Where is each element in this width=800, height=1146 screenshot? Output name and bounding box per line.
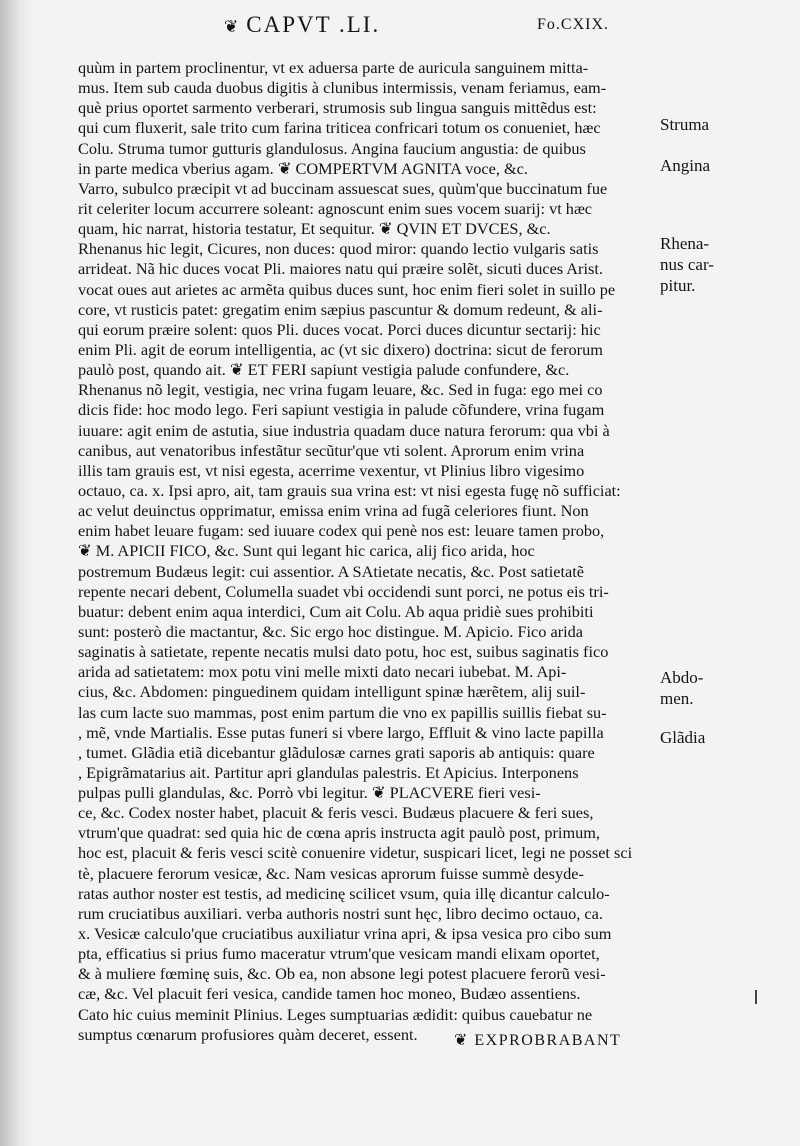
text-line: x. Vesicæ calculo'que cruciatibus auxiliatur vrina apri, & ipsa vesica pro cibo sum (78, 924, 612, 944)
text-line: cæ, &c. Vel placuit feri vesica, candide tamen hoc moneo, Budæo assentiens. (78, 984, 581, 1004)
text-line: enim Pli. agit de eorum intelligentia, ac (vt sic dixero) doctrina: sicut de ferorum (78, 339, 603, 359)
text-line: , tumet. Glãdia etiã dicebantur glãdulosæ carnes grati saporis ab antiquis: quare (78, 742, 595, 762)
text-line: enim habet leuare fugam: sed iuuare codex qui penè nos est: leuare tamen probo, (78, 521, 605, 541)
text-line: hoc est, placuit & feris vesci scitè conuenire videtur, suspicari licet, legi ne posset sci (78, 843, 633, 863)
text-line: arida ad satietatem: mox potu vini melle mixti dato necari iubebat. M. Api- (78, 662, 567, 682)
text-line: ce, &c. Codex noster habet, placuit & feris vesci. Budæus placuere & feri sues, (78, 803, 594, 823)
text-line: quam, hic narrat, historia testatur, Et sequitur. ❦ QVIN ET DVCES, &c. (78, 219, 551, 239)
text-line: paulò post, quando ait. ❦ ET FERI sapiunt vestigia palude confundere, &c. (78, 360, 570, 380)
catchword: ❦ EXPROBRABANT (454, 1032, 622, 1049)
text-line: què prius oportet sarmento verberari, strumosis sub lingua sanguis mittẽdus est: (78, 98, 597, 118)
text-line: vtrum'que quadrat: sed quia hic de cœna apris instructa agit paulò post, primum, (78, 823, 600, 843)
margin-note-abdomen-line-2: men. (660, 689, 694, 708)
margin-note-angina: Angina (660, 156, 711, 175)
text-line: qui eorum præire solent: quos Pli. duces vocat. Porci duces dicuntur sectarij: hic (78, 319, 601, 339)
text-line: pulpas pulli glandulas, &c. Porrò vbi legitur. ❦ PLACVERE fieri vesi- (78, 783, 541, 803)
text-line: mus. Item sub cauda duobus digitis à clunibus intermissis, venam feriamus, eam- (78, 78, 607, 98)
text-line: sunt: posterò die mactantur, &c. Sic ergo hoc distingue. M. Apicio. Fico arida (78, 621, 584, 641)
text-line: core, vt rusticis patet: gregatim enim sæpius pascuntur & domum redeunt, & ali- (78, 299, 603, 319)
margin-note-rhenanus-line-2: nus car- (660, 255, 714, 274)
text-line: las cum lacte suo mammas, post enim partum die vno ex papillis suillis fiebat su- (78, 702, 607, 722)
fleuron-icon: ❦ (224, 17, 241, 36)
text-line: Rhenanus hic legit, Cicures, non duces: quod miror: quando lectio vulgaris satis (78, 239, 599, 259)
margin-note-struma: Struma (660, 115, 710, 134)
text-line: rum cruciatibus auxiliari. verba authoris nostri sunt hęc, libro decimo octauo, ca. (78, 903, 603, 923)
text-line: octauo, ca. x. Ipsi apro, ait, tam grauis sua vrina est: vt nisi egesta fugę nõ sufficiat: (78, 480, 621, 500)
text-line: canibus, aut venatoribus infestãtur secũtur'que vti solent. Aprorum enim vrina (78, 440, 585, 460)
text-line: postremum Budæus legit: cui assentior. A SAtietate necatis, &c. Post satietatẽ (78, 561, 585, 581)
text-line: & à muliere fœminę suis, &c. Ob ea, non absone legi potest placuere ferorũ vesi- (78, 964, 606, 984)
text-line: cius, &c. Abdomen: pinguedinem quidam intelligunt spinæ hærẽtem, alij suil- (78, 682, 586, 702)
chapter-title: CAPVT .LI. (246, 12, 381, 37)
margin-note-rhenanus-line-1: Rhena- (660, 234, 710, 253)
text-line: ac velut deuinctus opprimatur, emissa enim vrina ad fugã celeriores fiunt. Non (78, 501, 589, 521)
text-line: saginatis à satietate, repente necatis mulsi dato potu, hoc est, suibus saginatis fico (78, 642, 609, 662)
text-line: arrideat. Nã hic duces vocat Pli. maiores natu qui præire solẽt, sicuti duces Arist. (78, 259, 603, 279)
text-line: Colu. Struma tumor gutturis glandulosus. Angina faucium angustia: de quibus (78, 138, 586, 158)
text-line: iuuare: agit enim de astutia, siue industria quadam duce natura ferorum: qua vbi à (78, 420, 610, 440)
text-line: quùm in partem proclinentur, vt ex aduersa parte de auricula sanguinem mitta- (78, 58, 589, 77)
text-line: sumptus cœnarum profusiores quàm deceret, essent. (78, 1024, 418, 1044)
text-line: ratas author noster est testis, ad medicinę scilicet vsum, quia illę dicantur calculo- (78, 883, 610, 903)
chapter-heading (224, 12, 380, 38)
text-line: pta, efficatius si prius fumo maceratur vtrum'que vesicam mandi elixam oportet, (78, 944, 600, 964)
text-line: qui cum fluxerit, sale trito cum farina triticea confricari totum os conueniet, hæc (78, 118, 601, 138)
text-line: in parte medica vberius agam. ❦ COMPERTVM AGNITA voce, &c. (78, 158, 528, 178)
text-line: buatur: debent enim aqua interdici, Cum ait Colu. Ab aqua pridiè sues prohibiti (78, 601, 594, 621)
margin-ink-mark (755, 990, 757, 1004)
margin-note-rhenanus-line-3: pitur. (660, 276, 696, 295)
text-line: Varro, subulco præcipit vt ad buccinam assuescat sues, quùm'que buccinatum fue (78, 178, 608, 198)
binding-gutter (0, 0, 34, 1146)
text-line: repente necari debent, Columella suadet vbi occidendi sunt porci, ne potus eis tri- (78, 581, 609, 601)
main-text-block (78, 58, 648, 1045)
running-header (0, 10, 800, 50)
text-line: Rhenanus nõ legit, vestigia, nec vrina fugam leuare, &c. Sed in fuga: ego mei co (78, 380, 603, 400)
text-line: tè, placuere ferorum vesicæ, &c. Nam vesicas aprorum fuisse summè desyde- (78, 863, 584, 883)
text-line: ❦ M. APICII FICO, &c. Sunt qui legant hic carica, alij fico arida, hoc (78, 541, 535, 561)
text-line: , mẽ, vnde Martialis. Esse putas funeri si vbere largo, Effluit & vino lacte papilla (78, 722, 604, 742)
text-line: illis tam grauis est, vt nisi egesta, acerrime vexentur, vt Plinius libro vigesimo (78, 460, 585, 480)
text-line: Cato hic cuius meminit Plinius. Leges sumptuarias ædidit: quibus cauebatur ne (78, 1004, 593, 1024)
margin-note-gladia: Glãdia (660, 728, 706, 747)
margin-note-abdomen-line-1: Abdo- (660, 668, 704, 687)
folio-number: Fo.CXIX. (537, 16, 610, 33)
text-line: dicis fide: hoc modo lego. Feri sapiunt vestigia in palude cõfundere, vrina fugam (78, 400, 605, 420)
text-line: rit celeriter locum accurrere soleant: agnoscunt enim sues vocem suarij: vt hæc (78, 198, 593, 218)
text-line: , Epigrãmatarius ait. Partitur apri glandulas palestris. Et Apicius. Interponens (78, 762, 579, 782)
text-line: vocat oues aut arietes ac armẽta quibus duces sunt, hoc enim fieri solet in suillo pe (78, 279, 616, 299)
